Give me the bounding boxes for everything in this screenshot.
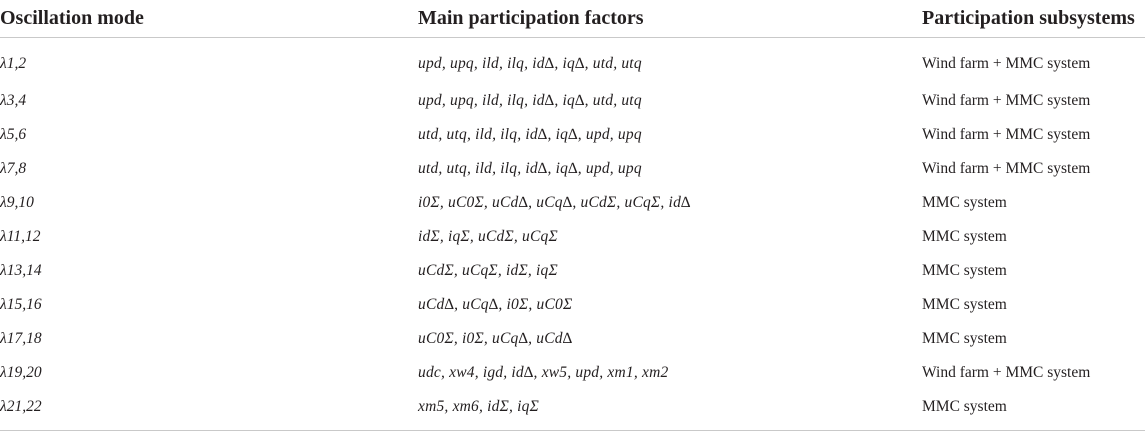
table-body [0,38,1145,431]
subsystems-cell: Wind farm + MMC system [922,55,1091,72]
mode-cell: λ7,8 [0,160,27,177]
mode-cell: λ11,12 [0,228,41,245]
factors-cell: i0Σ, uC0Σ, uCd∆, uCq∆, uCdΣ, uCqΣ, id∆ [418,194,691,211]
subsystems-cell: Wind farm + MMC system [922,92,1091,109]
subsystems-cell: MMC system [922,228,1007,245]
header-oscillation-mode: Oscillation mode [0,0,418,38]
header-participation-subsystems: Participation subsystems [922,0,1145,38]
mode-cell: λ13,14 [0,262,42,279]
table-row [0,390,1145,431]
subsystems-cell: Wind farm + MMC system [922,364,1091,381]
table-row [0,152,1145,186]
table-row [0,220,1145,254]
mode-cell: λ19,20 [0,364,42,381]
subsystems-cell: MMC system [922,330,1007,347]
table-row [0,84,1145,118]
factors-cell: uCd∆, uCq∆, i0Σ, uC0Σ [418,296,573,313]
subsystems-cell: Wind farm + MMC system [922,126,1091,143]
mode-cell: λ9,10 [0,194,34,211]
mode-cell: λ5,6 [0,126,27,143]
subsystems-cell: MMC system [922,194,1007,211]
subsystems-cell: MMC system [922,390,1145,431]
mode-cell: λ3,4 [0,92,27,109]
table-row [0,322,1145,356]
factors-cell: utd, utq, ild, ilq, id∆, iq∆, upd, upq [418,160,642,177]
mode-cell: λ15,16 [0,296,42,313]
table-row [0,254,1145,288]
factors-cell: xm5, xm6, idΣ, iqΣ [418,390,922,431]
mode-cell: λ21,22 [0,390,418,431]
factors-cell: idΣ, iqΣ, uCdΣ, uCqΣ [418,228,558,245]
table-header-row [0,0,1145,38]
subsystems-cell: MMC system [922,296,1007,313]
table-row [0,118,1145,152]
factors-cell: upd, upq, ild, ilq, id∆, iq∆, utd, utq [418,55,642,72]
subsystems-cell: Wind farm + MMC system [922,160,1091,177]
table-row [0,38,1145,85]
factors-cell: utd, utq, ild, ilq, id∆, iq∆, upd, upq [418,126,642,143]
subsystems-cell: MMC system [922,262,1007,279]
table-row [0,356,1145,390]
header-main-participation-factors: Main participation factors [418,0,922,38]
mode-cell: λ1,2 [0,55,27,72]
table-row [0,186,1145,220]
factors-cell: upd, upq, ild, ilq, id∆, iq∆, utd, utq [418,92,642,109]
factors-cell: uC0Σ, i0Σ, uCq∆, uCd∆ [418,330,573,347]
factors-cell: udc, xw4, igd, id∆, xw5, upd, xm1, xm2 [418,364,669,381]
table-row [0,288,1145,322]
mode-cell: λ17,18 [0,330,42,347]
factors-cell: uCdΣ, uCqΣ, idΣ, iqΣ [418,262,558,279]
